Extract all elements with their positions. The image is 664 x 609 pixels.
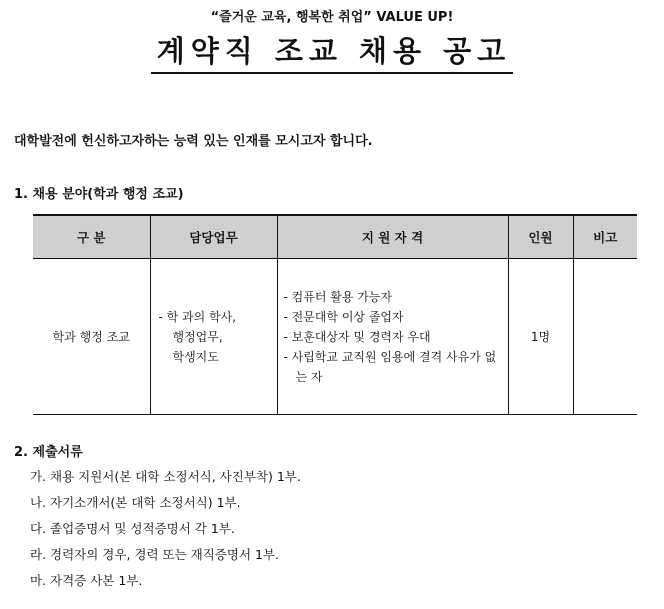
list-item: 마. 자격증 사본 1부. — [30, 573, 143, 588]
list-item: 다. 졸업증명서 및 성적증명서 각 1부. — [30, 521, 235, 536]
cell-duties — [150, 259, 277, 415]
header-duties: 담당업무 — [150, 215, 277, 259]
slogan: “즐거운 교육, 행복한 취업” VALUE UP! — [210, 10, 454, 25]
section2-heading: 2. 제출서류 — [14, 445, 83, 460]
header-count: 인원 — [508, 215, 573, 259]
list-item: 라. 경력자의 경우, 경력 또는 재직증명서 1부. — [30, 547, 279, 562]
duty-line: 학생지도 — [172, 349, 219, 364]
qualification-item: - 보훈대상자 및 경력자 우대 — [283, 329, 431, 344]
list-item: 가. 채용 지원서(본 대학 소정서식, 사진부착) 1부. — [30, 469, 301, 484]
cell-note — [573, 259, 637, 415]
recruitment-table — [33, 214, 637, 415]
duty-line: 행정업무, — [172, 329, 223, 344]
list-item: 나. 자기소개서(본 대학 소정서식) 1부. — [30, 495, 241, 510]
header-note: 비고 — [573, 215, 637, 259]
page-title-wrapper — [0, 32, 664, 74]
documents-list — [30, 467, 301, 597]
qualification-item: - 전문대학 이상 졸업자 — [283, 309, 404, 324]
cell-category: 학과 행정 조교 — [33, 259, 150, 415]
duty-line: - 학 과의 학사, — [158, 309, 237, 324]
cell-qualifications — [277, 259, 508, 415]
section1-heading: 1. 채용 분야(학과 행정 조교) — [14, 187, 184, 202]
cell-count: 1명 — [508, 259, 573, 415]
table-header-row — [33, 215, 637, 259]
qualification-item: - 컴퓨터 활용 가능자 — [283, 289, 393, 304]
header-qualifications: 지 원 자 격 — [277, 215, 508, 259]
page-title: 계약직 조교 채용 공고 — [151, 32, 513, 74]
intro-text: 대학발전에 헌신하고자하는 능력 있는 인재를 모시고자 합니다. — [14, 134, 373, 149]
table-row — [33, 259, 637, 415]
header-category: 구 분 — [33, 215, 150, 259]
qualification-item: - 사립학교 교직원 임용에 결격 사유가 없는 자 — [283, 349, 497, 384]
